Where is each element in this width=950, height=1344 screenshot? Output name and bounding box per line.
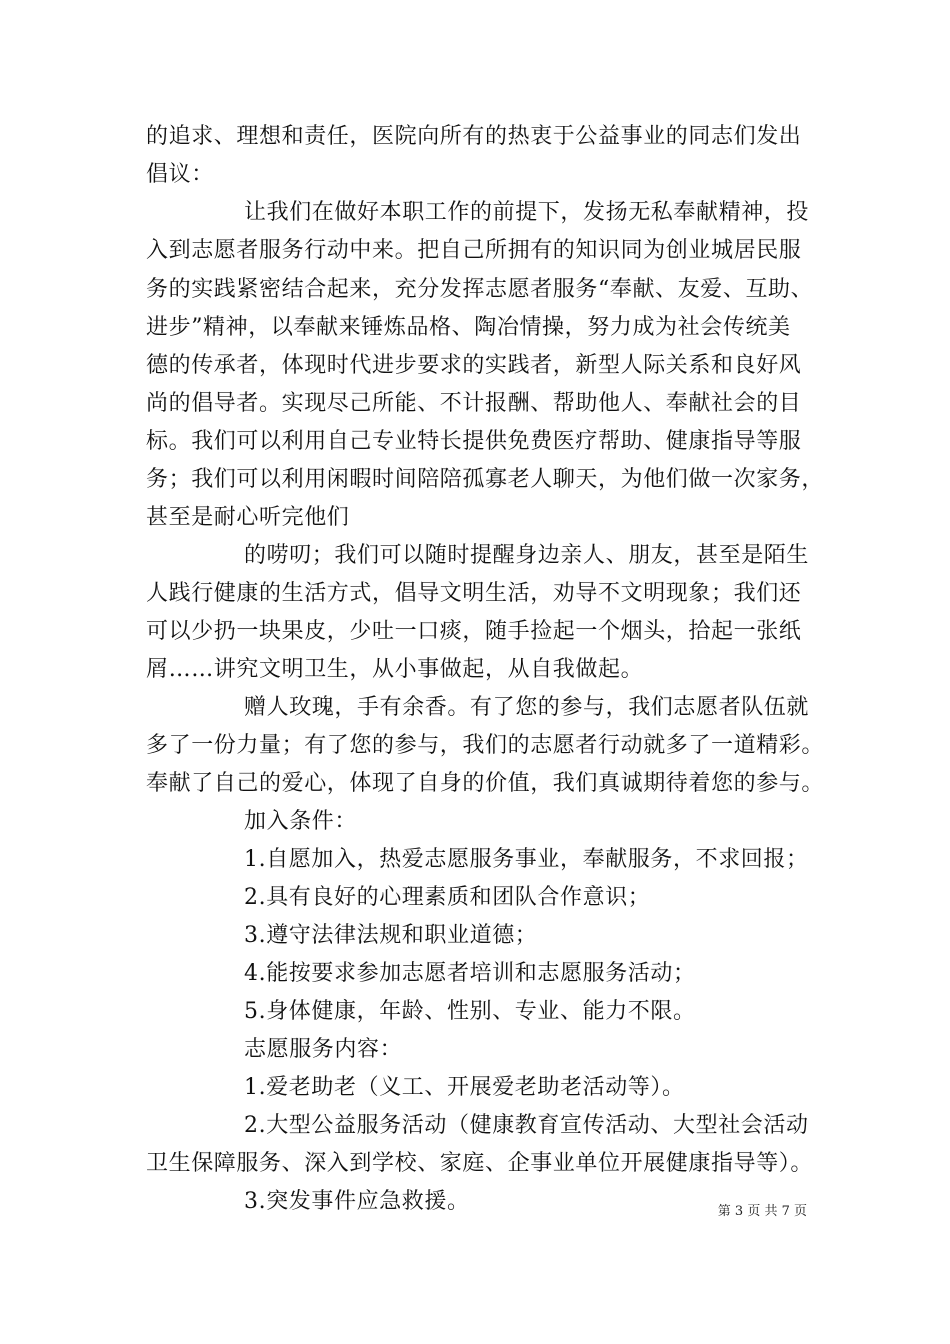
page-number-footer: 第 3 页 共 7 页	[717, 1204, 807, 1219]
list-item: 4.能按要求参加志愿者培训和志愿服务活动；	[244, 961, 696, 986]
list-item: 3.遵守法律法规和职业道德；	[244, 923, 538, 948]
section-heading: 志愿服务内容：	[244, 1037, 403, 1062]
list-item: 3.突发事件应急救援。	[244, 1189, 470, 1214]
text-line: 奉献了自己的爱心，体现了自身的价值，我们真诚期待着您的参与。	[146, 771, 825, 796]
text-line: 甚至是耐心听完他们	[146, 505, 350, 530]
text-line: 多了一份力量；有了您的参与，我们的志愿者行动就多了一道精彩。	[146, 733, 825, 758]
text-line: 倡议：	[146, 162, 214, 187]
text-line: 人践行健康的生活方式，倡导文明生活，劝导不文明现象；我们还	[146, 581, 802, 606]
text-line: 尚的倡导者。实现尽己所能、不计报酬、帮助他人、奉献社会的目	[146, 391, 802, 416]
list-item: 1.自愿加入，热爱志愿服务事业，奉献服务，不求回报；	[244, 847, 809, 872]
text-line: 标。我们可以利用自己专业特长提供免费医疗帮助、健康指导等服	[146, 429, 802, 454]
text-line: 的唠叨；我们可以随时提醒身边亲人、朋友，甚至是陌生	[244, 543, 810, 568]
text-line: 可以少扔一块果皮，少吐一口痰，随手捡起一个烟头，拾起一张纸	[146, 619, 802, 644]
text-line: 的追求、理想和责任，医院向所有的热衷于公益事业的同志们发出	[146, 124, 802, 149]
text-line: 进步”精神，以奉献来锤炼品格、陶冶情操，努力成为社会传统美	[146, 315, 791, 340]
section-heading: 加入条件：	[244, 809, 358, 834]
text-line: 德的传承者，体现时代进步要求的实践者，新型人际关系和良好风	[146, 353, 802, 378]
list-item: 2.大型公益服务活动（健康教育宣传活动、大型社会活动	[244, 1113, 809, 1138]
text-line: 让我们在做好本职工作的前提下，发扬无私奉献精神，投	[244, 200, 810, 225]
text-line: 赠人玫瑰，手有余香。有了您的参与，我们志愿者队伍就	[244, 695, 810, 720]
text-line: 务；我们可以利用闲暇时间陪陪孤寡老人聊天，为他们做一次家务，	[146, 467, 825, 492]
text-line: 入到志愿者服务行动中来。把自己所拥有的知识同为创业城居民服	[146, 238, 802, 263]
list-item: 2.具有良好的心理素质和团队合作意识；	[244, 885, 651, 910]
list-item-continuation: 卫生保障服务、深入到学校、家庭、企事业单位开展健康指导等）。	[146, 1151, 814, 1176]
text-line: 务的实践紧密结合起来，充分发挥志愿者服务“奉献、友爱、互助、	[146, 277, 814, 302]
list-item: 5.身体健康，年龄、性别、专业、能力不限。	[244, 999, 696, 1024]
list-item: 1.爱老助老（义工、开展爱老助老活动等）。	[244, 1075, 685, 1100]
text-line: 屑……讲究文明卫生，从小事做起，从自我做起。	[146, 657, 644, 682]
